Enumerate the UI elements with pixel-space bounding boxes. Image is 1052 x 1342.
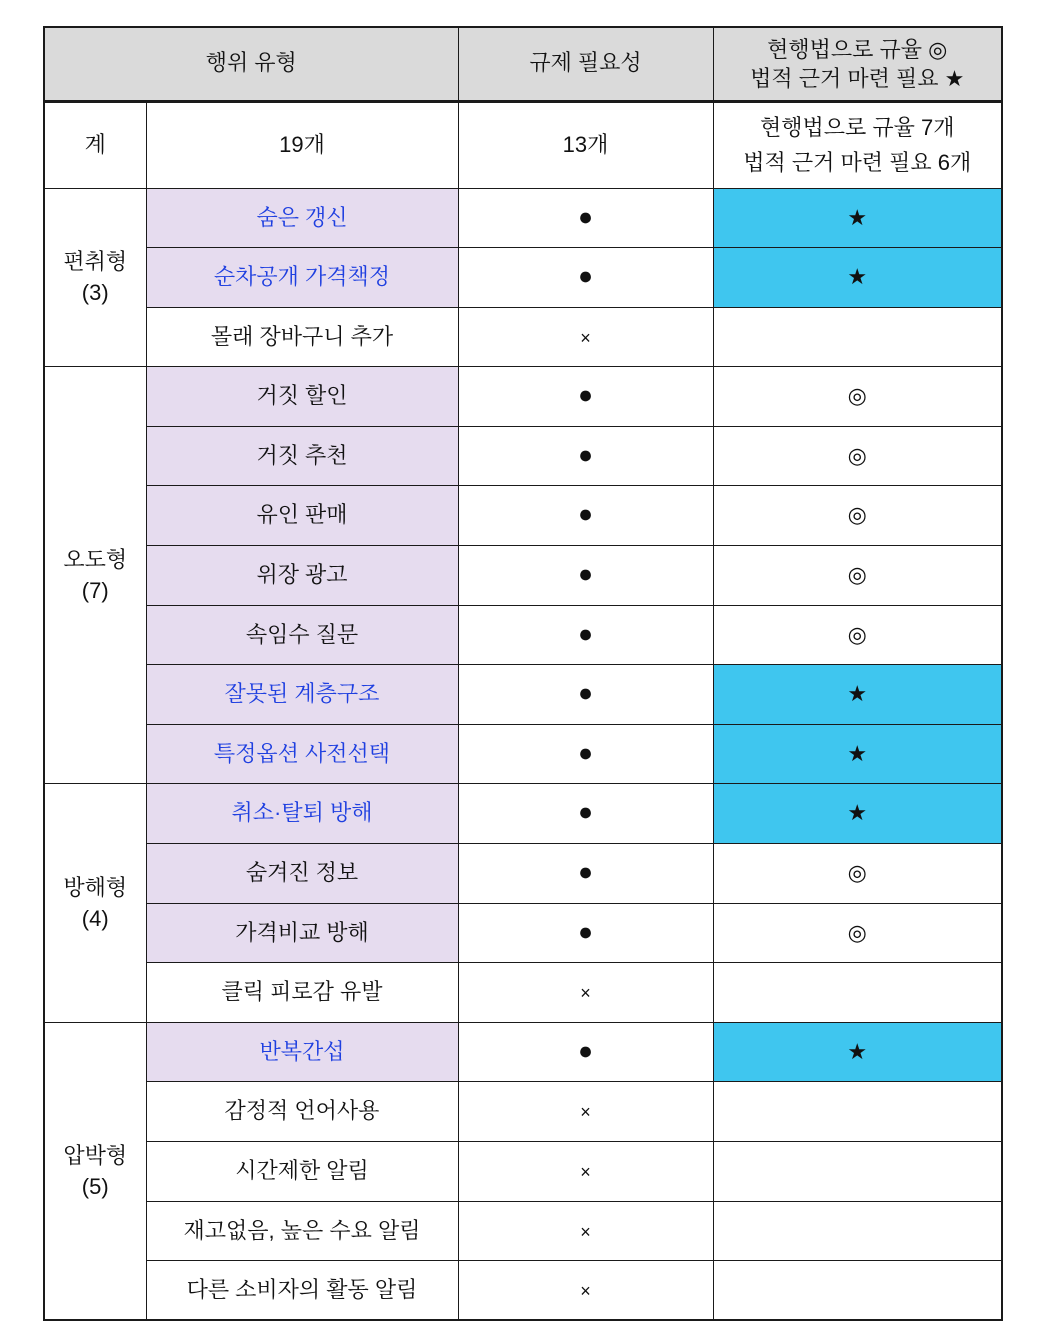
regulation-need-cell	[458, 1022, 713, 1082]
table-row	[44, 307, 1002, 367]
table-row	[44, 1142, 1002, 1202]
behavior-cell: 반복간섭	[146, 1022, 458, 1082]
double-circle-icon: ◎	[847, 621, 867, 647]
legal-status-cell	[713, 307, 1002, 367]
group-count: (4)	[81, 906, 109, 932]
regulation-need-cell	[458, 248, 713, 308]
needed-dot-icon: ●	[577, 798, 594, 827]
behavior-cell: 취소·탈퇴 방해	[146, 784, 458, 844]
not-needed-x-icon: ×	[580, 983, 591, 1004]
table-row	[44, 724, 1002, 784]
legal-status-cell	[713, 605, 1002, 665]
not-needed-x-icon: ×	[580, 1221, 591, 1242]
star-icon: ★	[847, 740, 868, 766]
behavior-cell: 거짓 추천	[146, 426, 458, 486]
regulation-need-cell	[458, 1261, 713, 1321]
legal-status-cell	[713, 963, 1002, 1023]
regulation-need-cell	[458, 844, 713, 904]
header-behavior-type: 행위 유형	[44, 27, 458, 101]
behavior-cell: 순차공개 가격책정	[146, 248, 458, 308]
needed-dot-icon: ●	[577, 560, 594, 589]
table-row	[44, 844, 1002, 904]
group-count: (5)	[81, 1174, 109, 1200]
header-legal-status-line2: 법적 근거 마련 필요 ★	[750, 65, 965, 91]
behavior-cell: 거짓 할인	[146, 367, 458, 427]
total-label: 계	[44, 101, 146, 188]
star-icon: ★	[847, 204, 868, 230]
table-row	[44, 1261, 1002, 1321]
regulation-need-cell	[458, 724, 713, 784]
total-behavior-count: 19개	[146, 101, 458, 188]
behavior-cell: 가격비교 방해	[146, 903, 458, 963]
needed-dot-icon: ●	[577, 202, 594, 231]
regulation-need-cell	[458, 903, 713, 963]
group-name: 오도형	[63, 547, 128, 573]
needed-dot-icon: ●	[577, 679, 594, 708]
table-row	[44, 784, 1002, 844]
group-name: 편취형	[63, 249, 128, 275]
group-cell	[44, 367, 146, 784]
table-row	[44, 426, 1002, 486]
regulation-need-cell	[458, 605, 713, 665]
behavior-cell: 속임수 질문	[146, 605, 458, 665]
table-row	[44, 1201, 1002, 1261]
regulation-need-cell	[458, 1082, 713, 1142]
header-row	[44, 27, 1002, 101]
regulation-need-cell	[458, 963, 713, 1023]
legal-status-cell	[713, 1201, 1002, 1261]
total-row	[44, 101, 1002, 188]
double-circle-icon: ◎	[847, 502, 867, 528]
not-needed-x-icon: ×	[580, 1162, 591, 1182]
regulation-need-cell	[458, 307, 713, 367]
table-row	[44, 486, 1002, 546]
group-count: (7)	[81, 578, 109, 604]
regulation-need-cell	[458, 1142, 713, 1202]
behavior-cell: 재고없음, 높은 수요 알림	[146, 1201, 458, 1261]
legal-status-cell	[713, 546, 1002, 606]
group-count: (3)	[81, 280, 109, 306]
needed-dot-icon: ●	[577, 738, 594, 767]
double-circle-icon: ◎	[847, 442, 867, 468]
group-cell	[44, 1022, 146, 1320]
double-circle-icon: ◎	[847, 562, 867, 588]
not-needed-x-icon: ×	[580, 1102, 591, 1123]
regulation-need-cell	[458, 1201, 713, 1261]
behavior-cell: 감정적 언어사용	[146, 1082, 458, 1142]
regulation-need-cell	[458, 367, 713, 427]
regulation-need-cell	[458, 665, 713, 725]
table-row	[44, 1082, 1002, 1142]
behavior-cell: 특정옵션 사전선택	[146, 724, 458, 784]
needed-dot-icon: ●	[577, 500, 594, 529]
not-needed-x-icon: ×	[580, 327, 591, 348]
needed-dot-icon: ●	[577, 858, 594, 887]
behavior-cell: 잘못된 계층구조	[146, 665, 458, 725]
star-icon: ★	[847, 1038, 868, 1064]
behavior-cell: 다른 소비자의 활동 알림	[146, 1261, 458, 1321]
table-row	[44, 248, 1002, 308]
needed-dot-icon: ●	[577, 381, 594, 410]
needed-dot-icon: ●	[577, 917, 594, 946]
table-row	[44, 963, 1002, 1023]
legal-status-cell	[713, 665, 1002, 725]
star-icon: ★	[847, 264, 868, 290]
legal-status-cell	[713, 426, 1002, 486]
table-row	[44, 367, 1002, 427]
legal-status-cell	[713, 1082, 1002, 1142]
total-legal-status	[713, 101, 1002, 188]
table-row	[44, 903, 1002, 963]
not-needed-x-icon: ×	[580, 1280, 591, 1301]
regulation-need-cell	[458, 784, 713, 844]
group-name: 방해형	[63, 875, 128, 901]
legal-status-cell	[713, 1022, 1002, 1082]
header-legal-status-line1: 현행법으로 규율 ◎	[767, 36, 948, 62]
table-row	[44, 188, 1002, 248]
needed-dot-icon: ●	[577, 619, 594, 648]
group-cell	[44, 784, 146, 1022]
legal-status-cell	[713, 844, 1002, 904]
regulation-need-cell	[458, 426, 713, 486]
legal-status-cell	[713, 367, 1002, 427]
regulation-need-cell	[458, 546, 713, 606]
legal-status-cell	[713, 903, 1002, 963]
double-circle-icon: ◎	[847, 919, 867, 945]
legal-status-cell	[713, 784, 1002, 844]
group-cell	[44, 188, 146, 367]
group-name: 압박형	[63, 1143, 128, 1169]
regulation-need-cell	[458, 486, 713, 546]
behavior-cell: 숨겨진 정보	[146, 844, 458, 904]
behavior-cell: 위장 광고	[146, 546, 458, 606]
total-status-line1: 현행법으로 규율 7개	[760, 115, 955, 140]
behavior-cell: 시간제한 알림	[146, 1142, 458, 1202]
table-row	[44, 665, 1002, 725]
star-icon: ★	[847, 800, 868, 826]
legal-status-cell	[713, 248, 1002, 308]
double-circle-icon: ◎	[847, 383, 867, 409]
legal-status-cell	[713, 486, 1002, 546]
needed-dot-icon: ●	[577, 440, 594, 469]
double-circle-icon: ◎	[847, 860, 867, 886]
total-status-line2: 법적 근거 마련 필요 6개	[743, 150, 972, 175]
header-regulation-need: 규제 필요성	[458, 27, 713, 101]
legal-status-cell	[713, 1142, 1002, 1202]
legal-status-cell	[713, 188, 1002, 248]
behavior-cell: 클릭 피로감 유발	[146, 963, 458, 1023]
legal-status-cell	[713, 1261, 1002, 1321]
total-need-count: 13개	[458, 101, 713, 188]
table-row	[44, 1022, 1002, 1082]
star-icon: ★	[847, 681, 868, 707]
header-legal-status	[713, 27, 1002, 101]
table-row	[44, 546, 1002, 606]
dark-pattern-table	[43, 26, 1003, 1321]
behavior-cell: 몰래 장바구니 추가	[146, 307, 458, 367]
table-row	[44, 605, 1002, 665]
behavior-cell: 숨은 갱신	[146, 188, 458, 248]
behavior-cell: 유인 판매	[146, 486, 458, 546]
needed-dot-icon: ●	[577, 1036, 594, 1065]
legal-status-cell	[713, 724, 1002, 784]
needed-dot-icon: ●	[577, 262, 594, 291]
regulation-need-cell	[458, 188, 713, 248]
